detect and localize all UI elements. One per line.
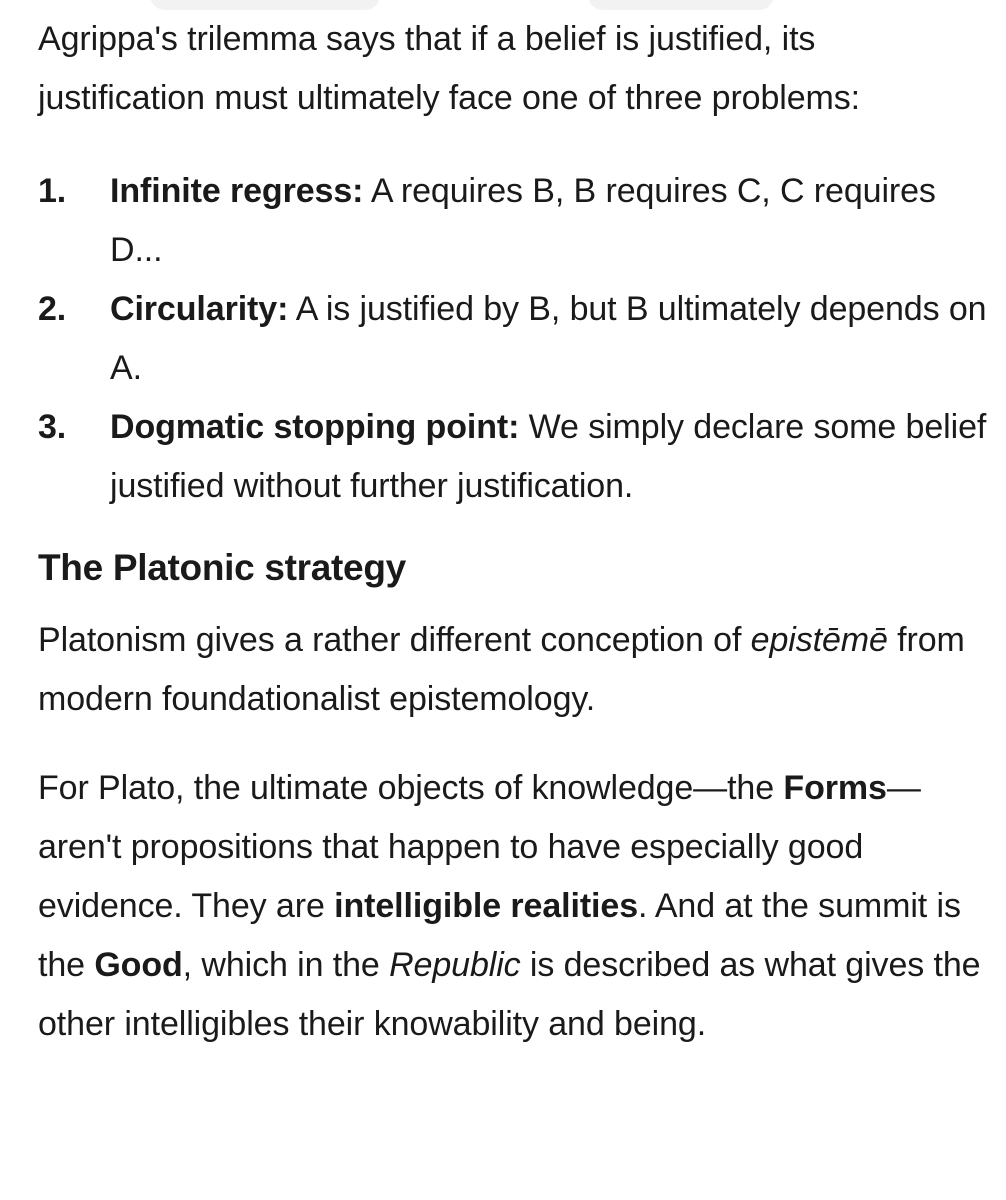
text-run: . And at the summit is the [38, 887, 961, 984]
bold-good: Good [94, 946, 183, 984]
list-number: 2. [38, 290, 67, 328]
section-heading: The Platonic strategy [38, 547, 406, 588]
text-run: —aren't propositions that happen to have especially good evidence. They are [38, 769, 921, 925]
article-body [38, 0, 988, 1054]
bold-intelligible-realities: intelligible realities [334, 887, 639, 925]
list-item [38, 280, 988, 398]
text-run: from modern foundationalist epistemology. [38, 621, 965, 718]
list-term: Dogmatic stopping point: [110, 408, 520, 446]
emphasis-republic: Republic [389, 946, 521, 984]
text-run: Platonism gives a rather different conception of [38, 621, 751, 659]
list-text: A is justified by B, but B ultimately depends on A. [110, 290, 987, 387]
list-term: Circularity: [110, 290, 289, 328]
emphasis-episteme: epistēmē [750, 621, 888, 659]
text-run: , which in the [182, 946, 390, 984]
list-item [38, 398, 988, 516]
text-run: is described as what gives the other intelligibles their knowability and being. [38, 946, 981, 1043]
text-run: For Plato, the ultimate objects of knowledge—the [38, 769, 784, 807]
intro-paragraph: Agrippa's trilemma says that if a belief is justified, its justification must ultimately face one of three problems: [38, 20, 861, 117]
plato-paragraph [38, 759, 988, 1054]
list-number: 3. [38, 408, 67, 446]
list-number: 1. [38, 172, 67, 210]
list-text: A requires B, B requires C, C requires D... [110, 172, 936, 269]
list-term: Infinite regress: [110, 172, 364, 210]
trilemma-list [38, 162, 988, 516]
list-item [38, 162, 988, 280]
bold-forms: Forms [783, 769, 887, 807]
platonism-paragraph [38, 611, 988, 729]
list-text: We simply declare some belief justified without further justification. [110, 408, 987, 505]
